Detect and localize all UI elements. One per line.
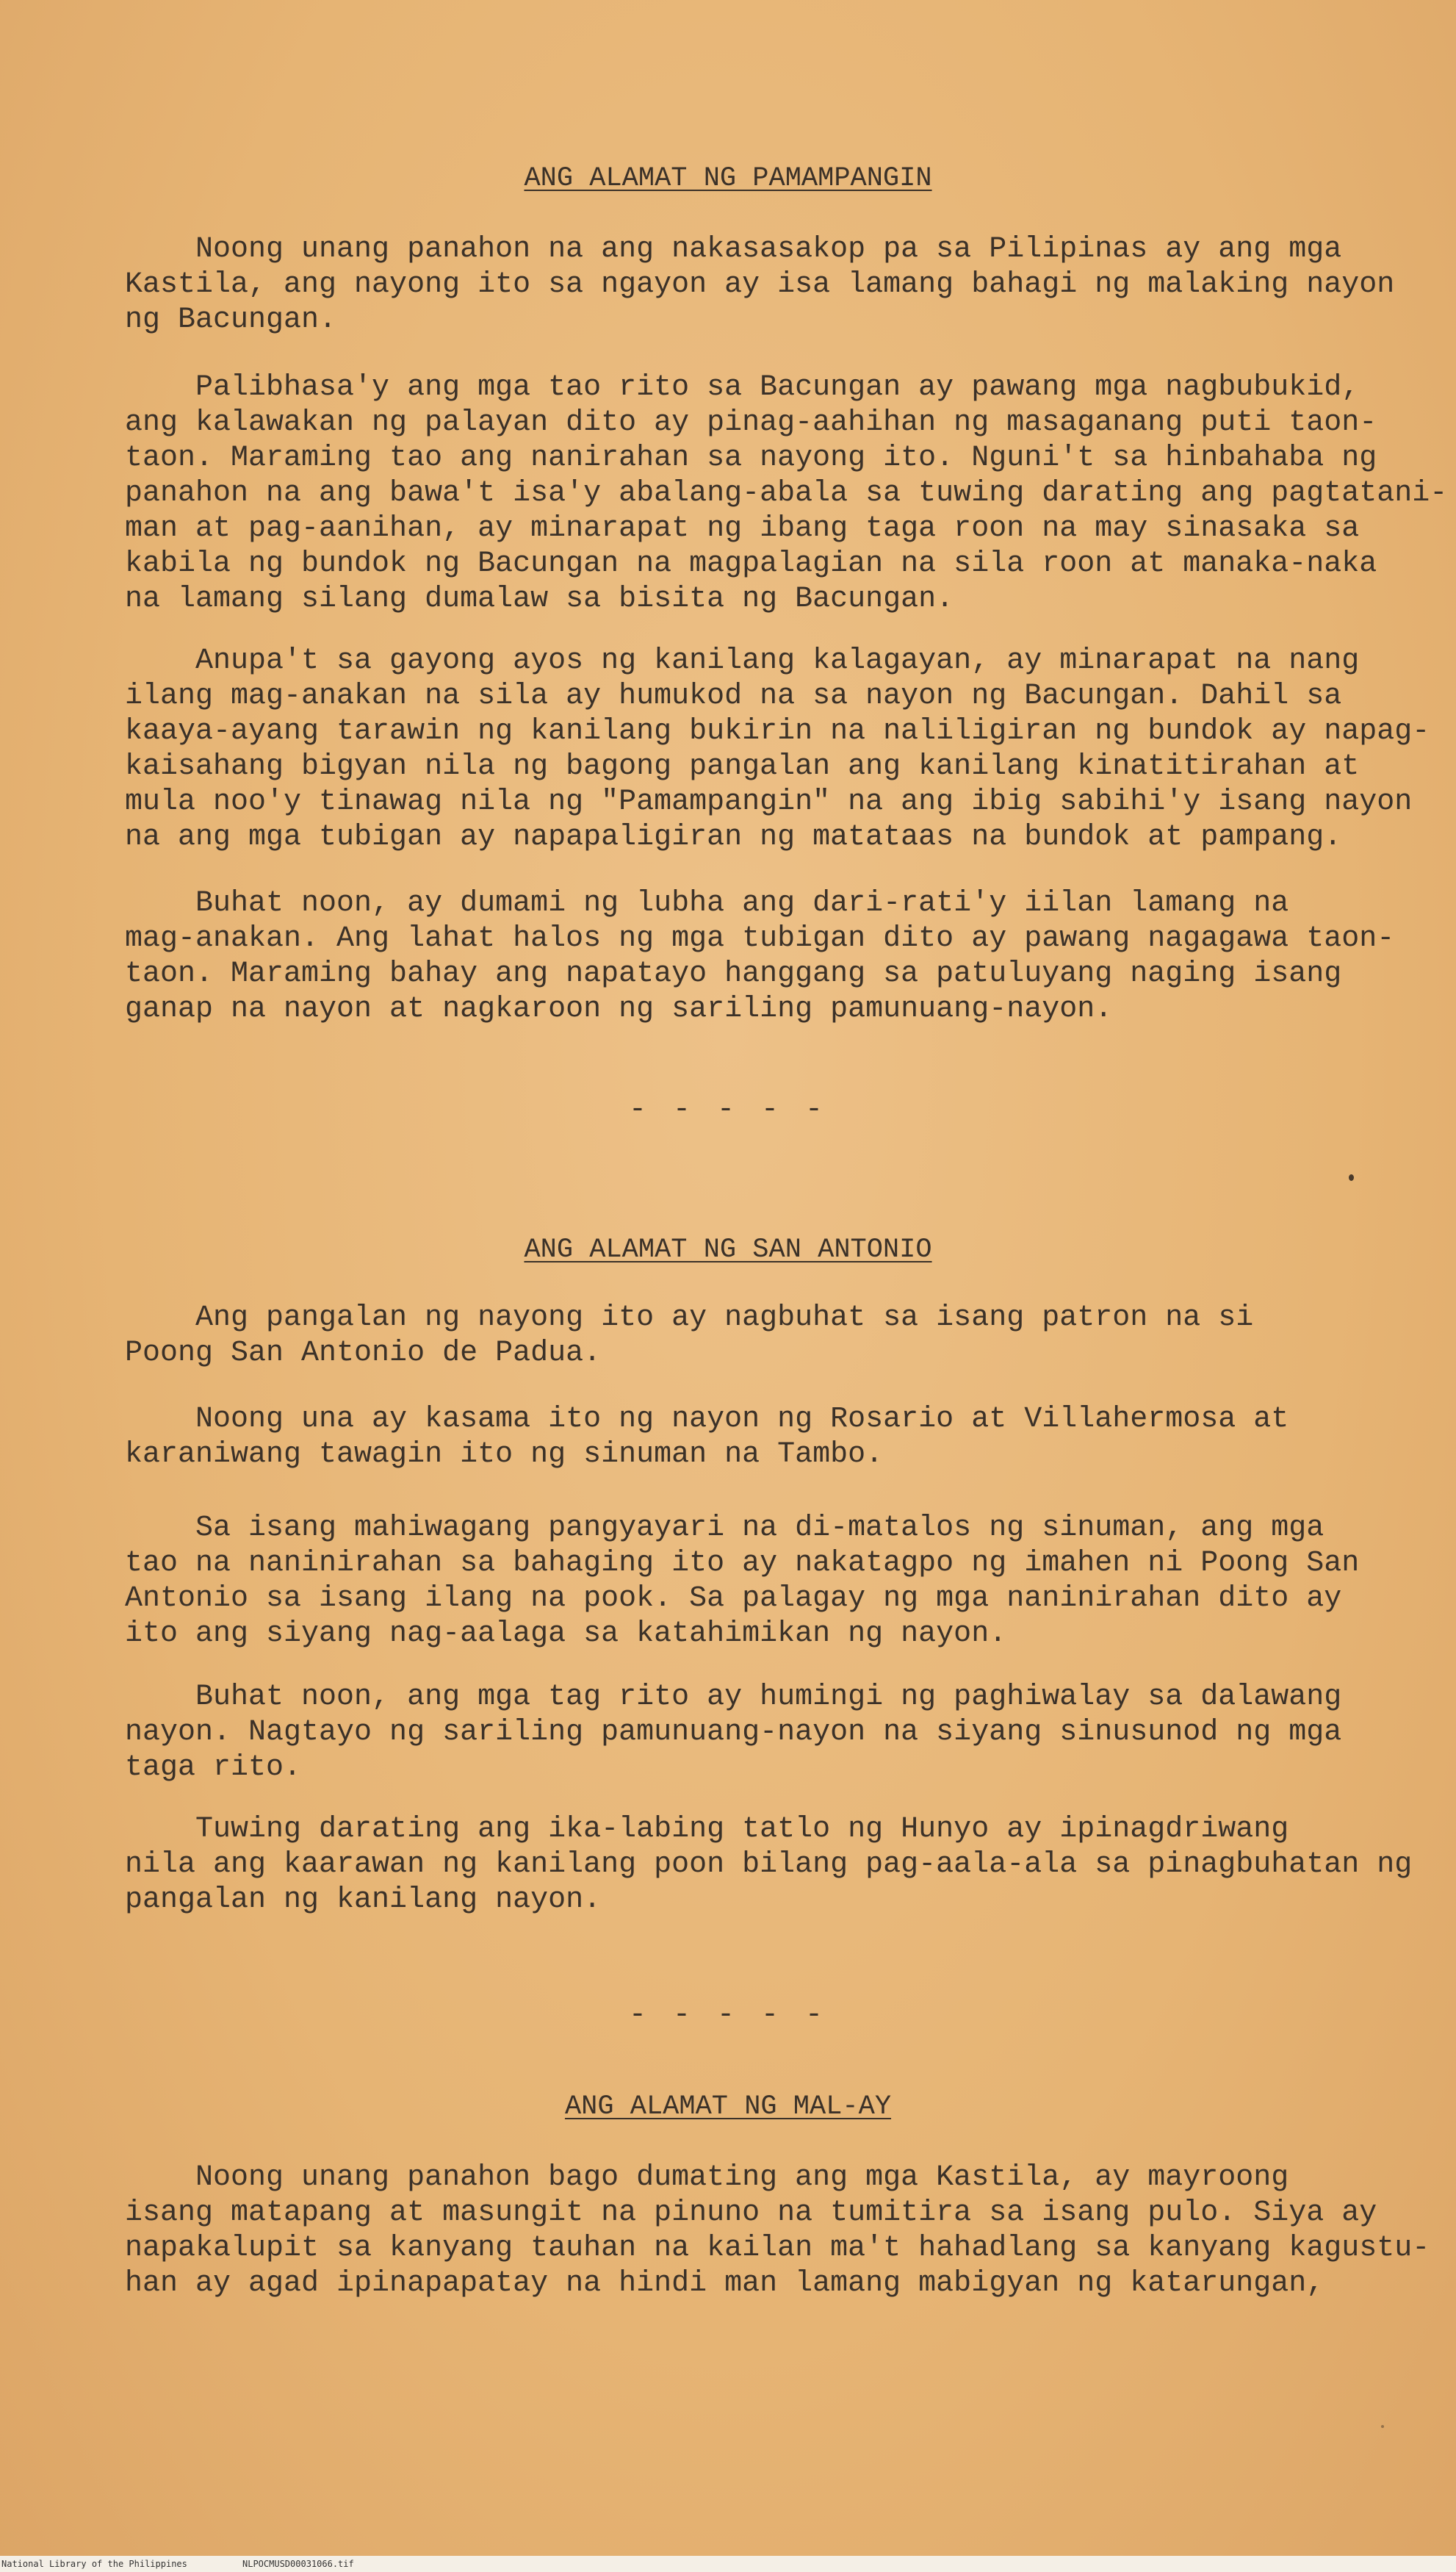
paragraph: Tuwing darating ang ika-labing tatlo ng Hunyo ay ipinagdriwang nila ang kaarawan ng kanilang poon bilang pag-aala-ala sa pinagbuhatan ng pangalan ng kanilang nayon. <box>125 1813 1413 1917</box>
footer-library: National Library of the Philippines <box>1 2559 187 2569</box>
section-separator: - - - - - <box>628 1999 828 2032</box>
scan-footer <box>0 2556 1456 2572</box>
footer-filename: NLPOCMUSD00031066.tif <box>242 2559 354 2569</box>
paragraph: Noong unang panahon na ang nakasasakop pa sa Pilipinas ay ang mga Kastila, ang nayong ito sa ngayon ay isa lamang bahagi ng malaking nayon ng Bacungan. <box>125 233 1395 337</box>
scan-speck <box>1381 2425 1384 2428</box>
paragraph: Buhat noon, ay dumami ng lubha ang dari-rati'y iilan lamang na mag-anakan. Ang lahat halos ng mga tubigan dito ay pawang nagagawa taon- taon. Maraming bahay ang napatayo hanggang sa patuluyang naging isang ganap na nayon at nagkaroon ng sariling pamunuang-nayon. <box>125 887 1395 1026</box>
paragraph: Ang pangalan ng nayong ito ay nagbuhat sa isang patron na si Poong San Antonio de Padua. <box>125 1301 1254 1370</box>
section-separator: - - - - - <box>628 1093 828 1127</box>
paragraph: Palibhasa'y ang mga tao rito sa Bacungan ay pawang mga nagbubukid, ang kalawakan ng palayan dito ay pinag-aahihan ng masaganang puti taon- taon. Maraming tao ang nanirahan sa nayong ito. Nguni't sa hinbahaba ng panahon na ang bawa't isa'y abalang-abala sa tuwing darating ang pagtatani- man at pag-aanihan, ay minarapat ng ibang taga roon na may sinasaka sa kabila ng bundok ng Bacungan na magpalagian na sila roon at manaka-naka na lamang silang dumalaw sa bisita ng Bacungan. <box>125 371 1448 616</box>
scan-speck <box>1349 1174 1354 1181</box>
section-title-san-antonio: ANG ALAMAT NG SAN ANTONIO <box>524 1235 932 1265</box>
paragraph: Anupa't sa gayong ayos ng kanilang kalagayan, ay minarapat na nang ilang mag-anakan na sila ay humukod na sa nayon ng Bacungan. Dahil sa kaaya-ayang tarawin ng kanilang bukirin na naliligiran ng bundok ay napag- kaisahang bigyan nila ng bagong pangalan ang kanilang kinatitirahan at mula noo'y tinawag nila ng "Pamampangin" na ang ibig sabihi'y isang nayon na ang mga tubigan ay napapaligiran ng matataas na bundok at pampang. <box>125 644 1430 854</box>
paragraph: Buhat noon, ang mga tag rito ay humingi ng paghiwalay sa dalawang nayon. Nagtayo ng sariling pamunuang-nayon na siyang sinusunod ng mga taga rito. <box>125 1681 1342 1784</box>
paragraph: Noong una ay kasama ito ng nayon ng Rosario at Villahermosa at karaniwang tawagin ito ng sinuman na Tambo. <box>125 1403 1289 1471</box>
section-title-pamampangin: ANG ALAMAT NG PAMAMPANGIN <box>524 163 932 194</box>
paragraph: Sa isang mahiwagang pangyayari na di-matalos ng sinuman, ang mga tao na naninirahan sa bahaging ito ay nakatagpo ng imahen ni Poong San Antonio sa isang ilang na pook. Sa palagay ng mga naninirahan dito ay ito ang siyang nag-aalaga sa katahimikan ng nayon. <box>125 1512 1360 1650</box>
paragraph: Noong unang panahon bago dumating ang mga Kastila, ay mayroong isang matapang at masungit na pinuno na tumitira sa isang pulo. Siya ay napakalupit sa kanyang tauhan na kailan ma't hahadlang sa kanyang kagustu- han ay agad ipinapapatay na hindi man lamang mabigyan ng katarungan, <box>125 2161 1430 2300</box>
section-title-mal-ay: ANG ALAMAT NG MAL-AY <box>564 2091 892 2122</box>
